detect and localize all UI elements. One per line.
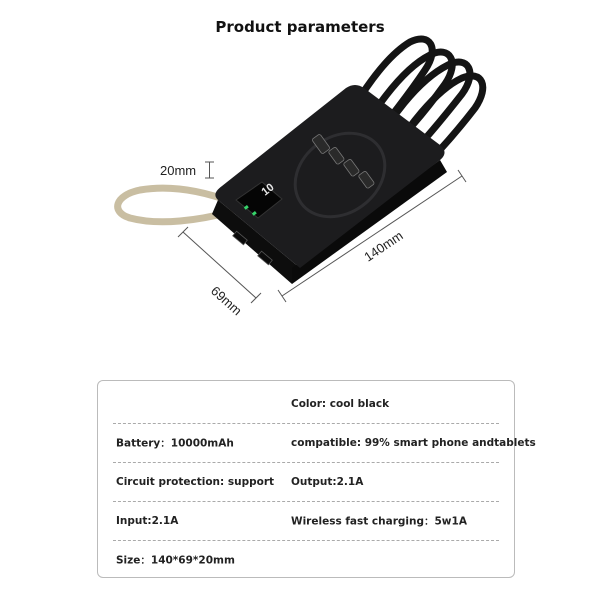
spec-table xyxy=(97,380,536,578)
spec-cell-left: Size：140*69*20mm xyxy=(116,554,235,567)
dimension-height-label: 20mm xyxy=(160,163,197,178)
spec-cell-left: Input:2.1A xyxy=(116,515,179,527)
spec-row xyxy=(98,385,514,423)
spec-row xyxy=(98,541,514,579)
spec-cell-left: Battery：10000mAh xyxy=(116,437,234,450)
spec-cell-right: Wireless fast charging：5w1A xyxy=(291,515,467,528)
page-title: Product parameters xyxy=(215,18,385,36)
spec-cell-right: compatible: 99% smart phone andtablets xyxy=(291,437,536,449)
dimension-length-label: 140mm xyxy=(361,227,406,265)
spec-cell-right: Color: cool black xyxy=(291,398,390,410)
spec-cell-right: Output:2.1A xyxy=(291,476,364,488)
spec-row xyxy=(98,424,536,462)
spec-row xyxy=(98,502,514,540)
spec-cell-left: Circuit protection: support xyxy=(116,476,275,488)
spec-row xyxy=(98,463,514,501)
dimension-height xyxy=(205,162,214,178)
display-digits: 10 xyxy=(259,181,277,199)
dimension-width-label: 69mm xyxy=(207,283,245,319)
lanyard-strap xyxy=(118,188,232,222)
